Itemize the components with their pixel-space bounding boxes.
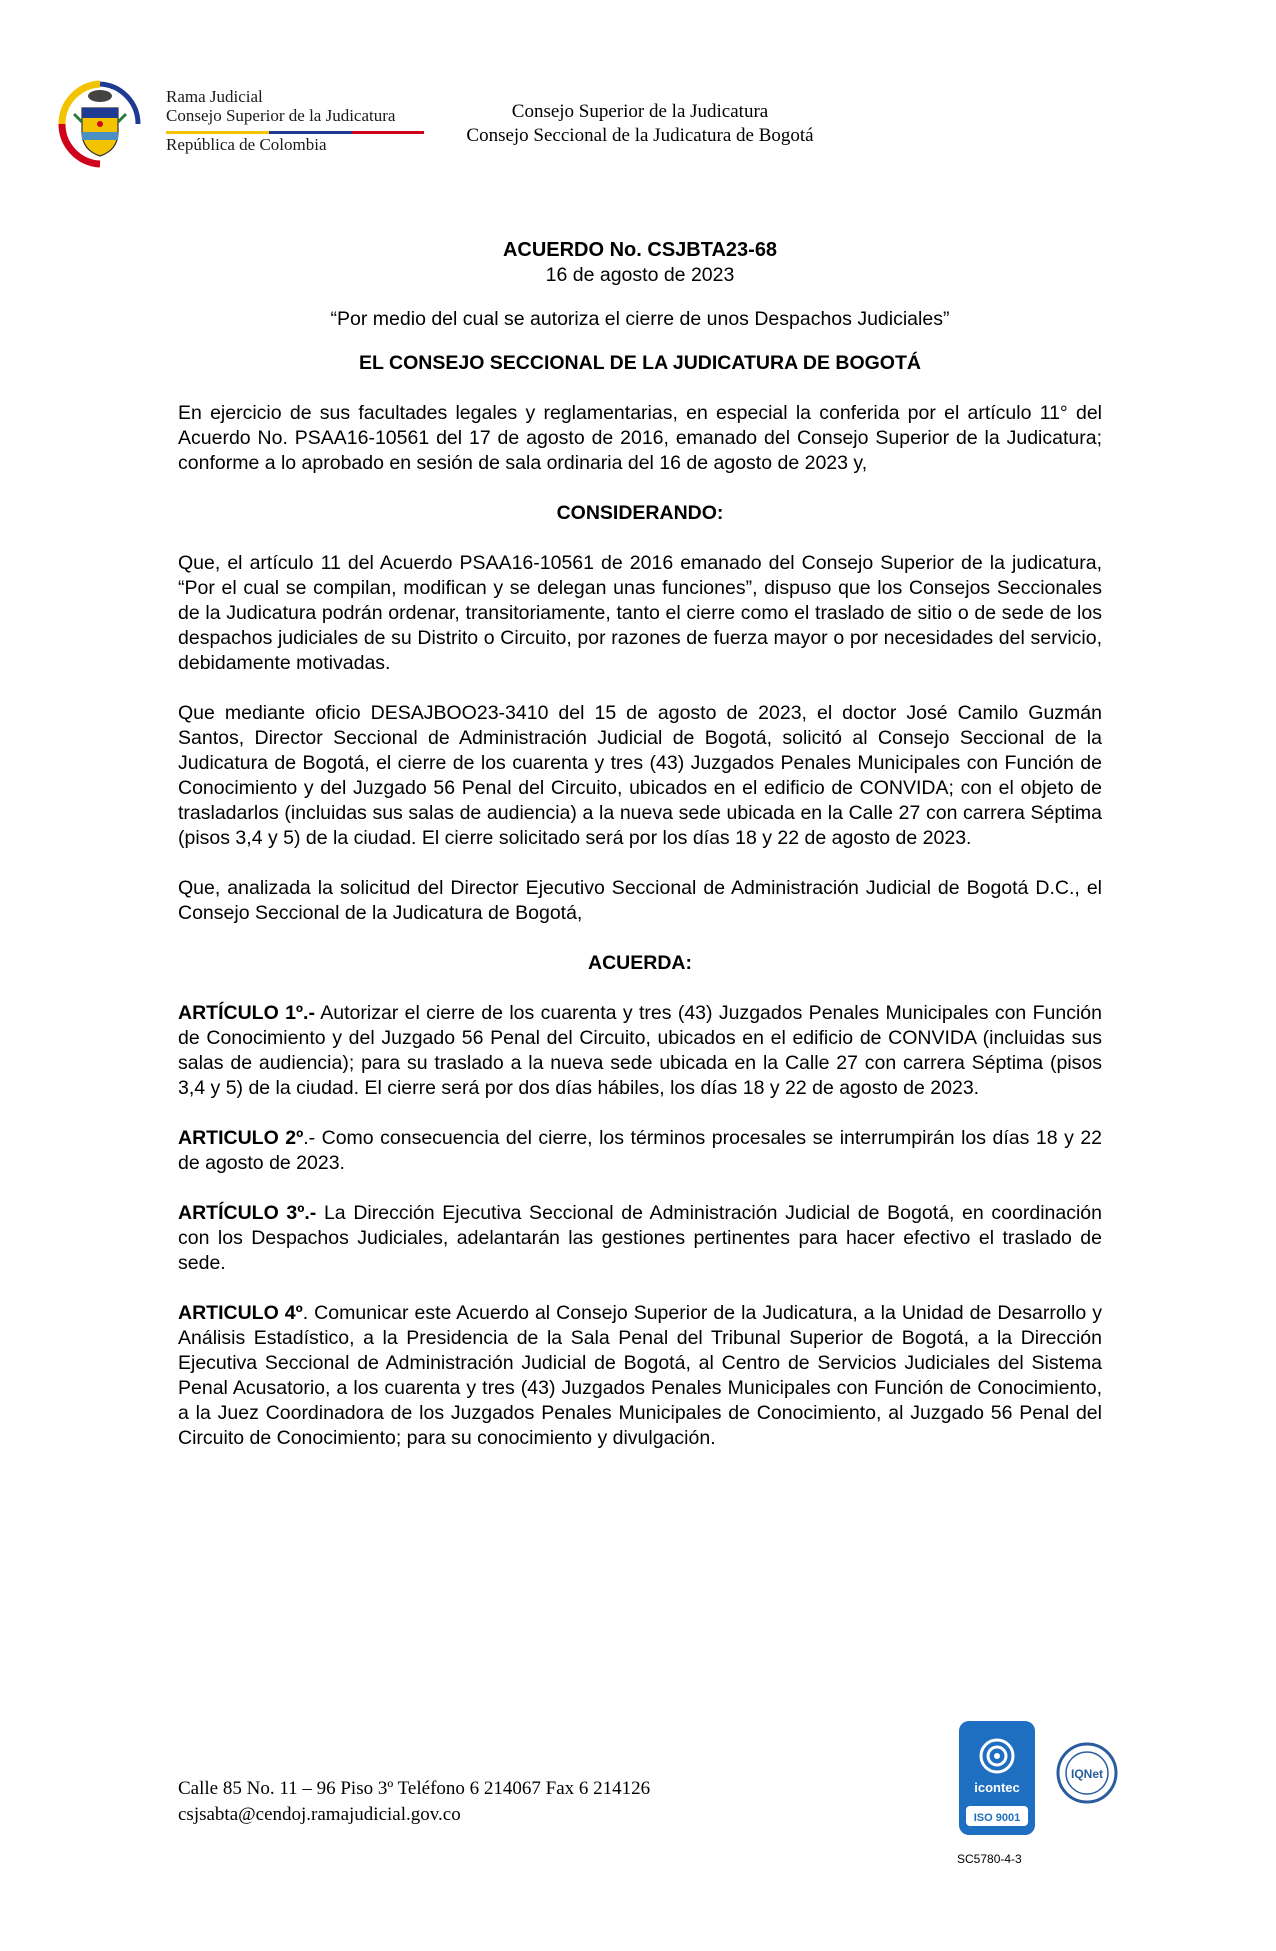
article-text: La Dirección Ejecutiva Seccional de Administración Judicial de Bogotá, en coordinación con los Despachos Judiciales, adelantarán las gestiones pertinentes para hacer efectivo el traslado de sede. [178, 1202, 1102, 1274]
article-1 [178, 1001, 1102, 1101]
article-3 [178, 1201, 1102, 1276]
article-label: ARTÍCULO 1º.- [178, 1002, 315, 1024]
document-title: ACUERDO No. CSJBTA23-68 [502, 239, 778, 261]
considering-paragraph: Que mediante oficio DESAJBOO23-3410 del 15 de agosto de 2023, el doctor José Camilo Guzmán Santos, Director Seccional de Administración Judicial de Bogotá, solicitó al Consejo Seccional de la Judicatura de Bogotá, el cierre de los cuarenta y tres (43) Juzgados Penales Municipales con Función de Conocimiento y del Juzgado 56 Penal del Circuito, ubicados en el edificio de CONVIDA; con el objeto de trasladarlos (incluidas sus salas de audiencia) a la nueva sede ubicada en la Calle 27 con carrera Séptima (pisos 3,4 y 5) de la ciudad. El cierre solicitado será por los días 18 y 22 de agosto de 2023. [178, 702, 1102, 849]
org-line-rama-judicial: Rama Judicial [166, 87, 263, 106]
considering-paragraph: Que, analizada la solicitud del Director Ejecutivo Seccional de Administración Judicial de Bogotá D.C., el Consejo Seccional de la Judicatura de Bogotá, [178, 877, 1102, 924]
footer-email: csjsabta@cendoj.ramajudicial.gov.co [178, 1804, 461, 1825]
iso-label: ISO 9001 [973, 1812, 1021, 1824]
icontec-certification-icon [958, 1720, 1036, 1836]
iqnet-certification-icon [1056, 1742, 1118, 1804]
considering-heading: CONSIDERANDO: [556, 502, 724, 524]
certificate-code: SC5780-4-3 [957, 1852, 1022, 1866]
institution-logo-text [166, 87, 395, 154]
icontec-label: icontec [974, 1780, 1020, 1795]
document-subject: “Por medio del cual se autoriza el cierre de unos Despachos Judiciales” [330, 308, 950, 330]
article-label: ARTICULO 4º [178, 1302, 303, 1324]
document-body [178, 238, 1102, 1451]
flag-color-rule [166, 131, 424, 134]
org-line-consejo-superior: Consejo Superior de la Judicatura [166, 106, 396, 125]
footer-contact [178, 1776, 650, 1828]
considering-paragraph: Que, el artículo 11 del Acuerdo PSAA16-10561 de 2016 emanado del Consejo Superior de la judicatura, “Por el cual se compilan, modifican y se delegan unas funciones”, dispuso que los Consejos Seccionales de la Judicatura podrán ordenar, transitoriamente, tanto el cierre como el traslado de sitio o de sede de los despachos judiciales de su Distrito o Circuito, por razones de fuerza mayor o por necesidades del servicio, debidamente motivadas. [178, 552, 1102, 674]
org-line-republica: República de Colombia [166, 135, 327, 154]
agrees-heading: ACUERDA: [588, 952, 692, 974]
footer-address: Calle 85 No. 11 – 96 Piso 3º Teléfono 6 214067 Fax 6 214126 [178, 1778, 651, 1799]
article-text: Autorizar el cierre de los cuarenta y tres (43) Juzgados Penales Municipales con Función de Conocimiento y del Juzgado 56 Penal del Circuito, ubicados en el edificio de CONVIDA (incluidas sus salas de audiencia); para su traslado a la nueva sede ubicada en la Calle 27 con carrera Séptima (pisos 3,4 y 5) de la ciudad. El cierre será por dos días hábiles, los días 18 y 22 de agosto de 2023. [178, 1002, 1102, 1099]
coat-of-arms-icon [42, 66, 158, 178]
preamble-paragraph: En ejercicio de sus facultades legales y reglamentarias, en especial la conferida por el artículo 11° del Acuerdo No. PSAA16-10561 del 17 de agosto de 2016, emanado del Consejo Superior de la Judicatura; conforme a lo aprobado en sesión de sala ordinaria del 16 de agosto de 2023 y, [178, 402, 1102, 474]
document-date: 16 de agosto de 2023 [545, 264, 735, 286]
issuer-heading: EL CONSEJO SECCIONAL DE LA JUDICATURA DE BOGOTÁ [359, 352, 921, 374]
header-line-consejo-superior: Consejo Superior de la Judicatura [511, 101, 769, 122]
article-4 [178, 1301, 1102, 1451]
article-text: .- Como consecuencia del cierre, los términos procesales se interrumpirán los días 18 y 22 de agosto de 2023. [178, 1127, 1103, 1174]
article-2 [178, 1126, 1102, 1176]
header-line-consejo-seccional: Consejo Seccional de la Judicatura de Bogotá [466, 125, 814, 146]
article-label: ARTÍCULO 3º.- [178, 1202, 317, 1224]
iqnet-label: IQNet [1070, 1767, 1104, 1781]
article-text: . Comunicar este Acuerdo al Consejo Superior de la Judicatura, a la Unidad de Desarrollo y Análisis Estadístico, a la Presidencia de la Sala Penal del Tribunal Superior de Bogotá, a la Dirección Ejecutiva Seccional de Administración Judicial de Bogotá, al Centro de Servicios Judiciales del Sistema Penal Acusatorio, a los cuarenta y tres (43) Juzgados Penales Municipales con Función de Conocimiento, a la Juez Coordinadora de los Juzgados Penales Municipales de Conocimiento, al Juzgado 56 Penal del Circuito de Conocimiento; para su conocimiento y divulgación. [178, 1302, 1102, 1449]
article-label: ARTICULO 2º [178, 1127, 304, 1149]
header-institution [420, 100, 860, 148]
